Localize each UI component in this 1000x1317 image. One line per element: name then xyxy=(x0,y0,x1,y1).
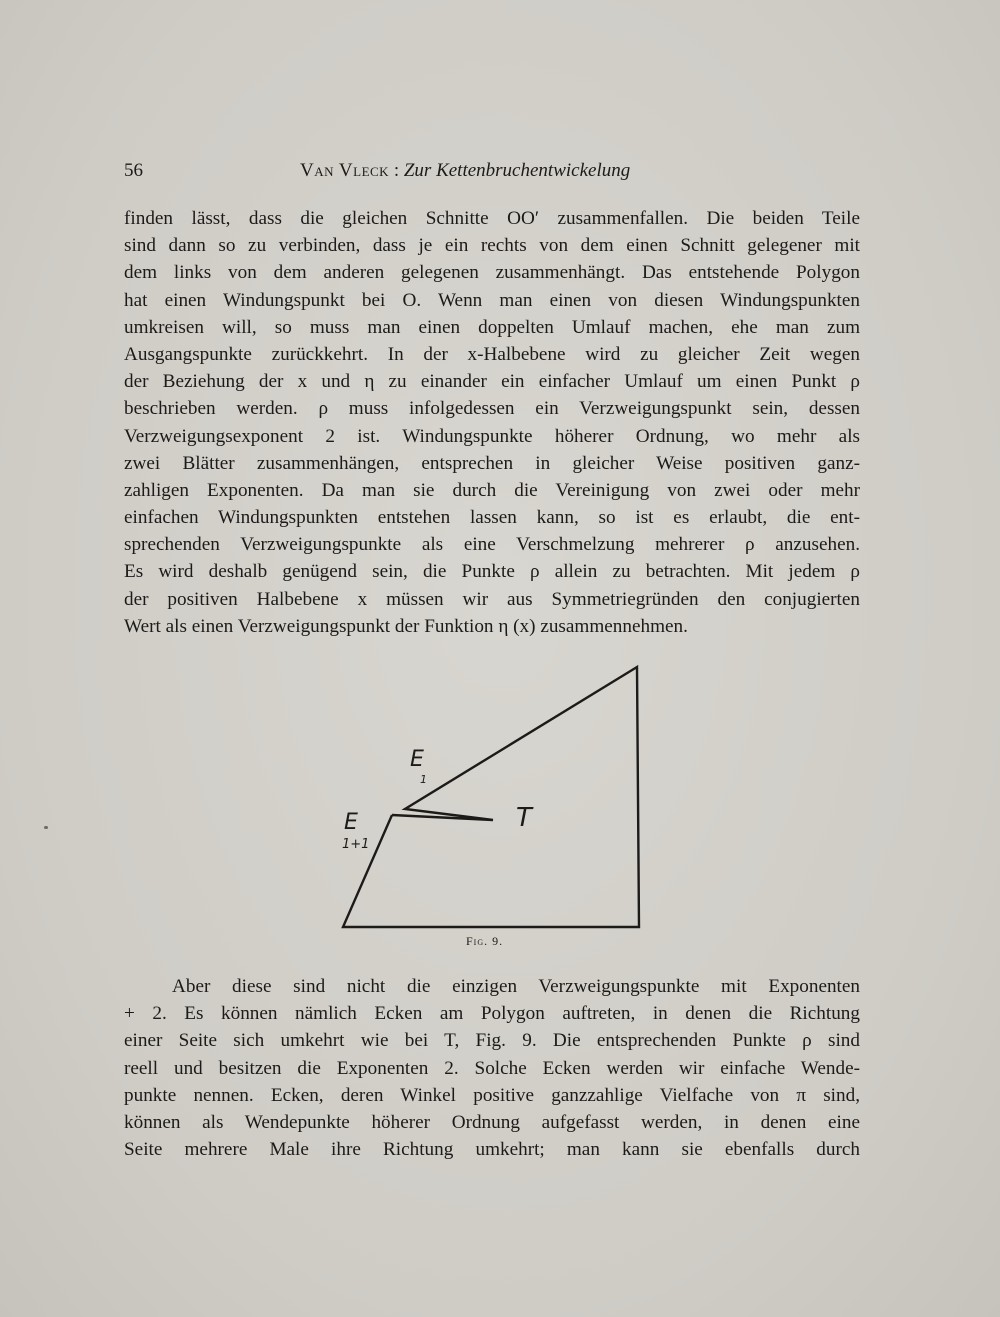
running-head xyxy=(300,160,630,182)
paragraph-line: können als Wendepunkte höherer Ordnung aufgefasst werden, in denen eine xyxy=(124,1111,860,1133)
label-t: T xyxy=(516,803,532,833)
paragraph-line: zahligen Exponenten. Da man sie durch die Vereinigung von zwei oder mehr xyxy=(124,479,860,501)
paragraph-line: reell und besitzen die Exponenten 2. Solche Ecken werden wir einfache Wende- xyxy=(124,1057,860,1079)
polygon-diagram xyxy=(320,655,660,955)
paragraph-line: punkte nennen. Ecken, deren Winkel positive ganzzahlige Vielfache von π sind, xyxy=(124,1084,860,1106)
paragraph-line: zwei Blätter zusammenhängen, entsprechen in gleicher Weise positiven ganz- xyxy=(124,452,860,474)
paragraph-line: hat einen Windungspunkt bei O. Wenn man einen von diesen Windungspunkten xyxy=(124,289,860,311)
label-e-lower-subscript: 1+1 xyxy=(342,837,370,852)
paragraph-line: Ausgangspunkte zurückkehrt. In der x-Halbebene wird zu gleicher Zeit wegen xyxy=(124,343,860,365)
paragraph-line: finden lässt, dass die gleichen Schnitte OO′ zusammenfallen. Die beiden Teile xyxy=(124,208,860,229)
paragraph-line: sind dann so zu verbinden, dass je ein rechts von dem einen Schnitt gelegener mit xyxy=(124,235,860,257)
paragraph-line: einer Seite sich umkehrt wie bei T, Fig. 9. Die entsprechenden Punkte ρ sind xyxy=(124,1030,860,1052)
paragraph-line: Verzweigungsexponent 2 ist. Windungspunkte höherer Ordnung, wo mehr als xyxy=(124,425,860,447)
paragraph-line: beschrieben werden. ρ muss infolgedessen ein Verzweigungspunkt sein, dessen xyxy=(124,398,860,420)
paragraph-line: einfachen Windungspunkten entstehen lassen kann, so ist es erlaubt, die ent- xyxy=(124,507,860,529)
page-smudge xyxy=(44,826,48,829)
running-head-separator: : xyxy=(389,160,404,181)
paragraph-line: der Beziehung der x und η zu einander ein einfacher Umlauf um einen Punkt ρ xyxy=(124,371,860,393)
label-e-upper: E xyxy=(410,747,424,772)
paragraph-line: Seite mehrere Male ihre Richtung umkehrt; man kann sie ebenfalls durch xyxy=(124,1139,860,1161)
paragraph-1 xyxy=(124,205,860,640)
page-header xyxy=(124,156,860,186)
label-e-upper-subscript: 1 xyxy=(420,773,427,786)
paragraph-line: umkreisen will, so muss man einen doppelten Umlauf machen, ehe man zum xyxy=(124,316,860,338)
label-e-lower: E xyxy=(344,810,358,835)
running-head-author: Van Vleck xyxy=(300,160,390,181)
figure-9-polygon xyxy=(320,655,660,955)
page-number: 56 xyxy=(124,160,143,181)
paragraph-line: sprechenden Verzweigungspunkte als eine Verschmelzung mehrerer ρ anzusehen. xyxy=(124,534,860,556)
paragraph-line: Wert als einen Verzweigungspunkt der Funktion η (x) zusammennehmen. xyxy=(124,615,688,637)
figure-caption: Fig. 9. xyxy=(466,934,504,948)
paragraph-line: der positiven Halbebene x müssen wir aus Symmetriegründen den conjugierten xyxy=(124,588,860,610)
paragraph-line: + 2. Es können nämlich Ecken am Polygon auftreten, in denen die Richtung xyxy=(124,1003,860,1025)
paragraph-2 xyxy=(124,973,860,1163)
running-head-title: Zur Kettenbruchentwickelung xyxy=(403,160,631,181)
paragraph-line: Aber diese sind nicht die einzigen Verzweigungspunkte mit Exponenten xyxy=(172,976,860,997)
paragraph-line: Es wird deshalb genügend sein, die Punkte ρ allein zu betrachten. Mit jedem ρ xyxy=(124,561,860,583)
polygon-outline xyxy=(343,667,639,927)
paragraph-line: dem links von dem anderen gelegenen zusammenhängt. Das entstehende Polygon xyxy=(124,262,860,284)
